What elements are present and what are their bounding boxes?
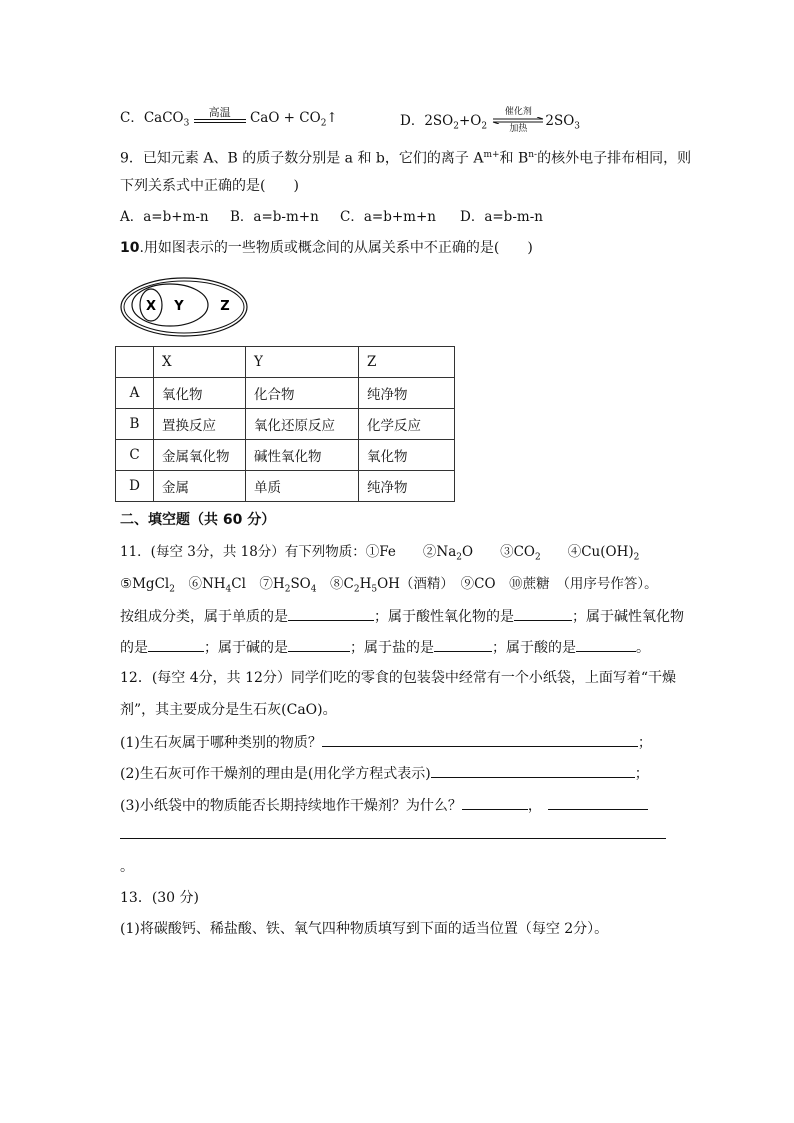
table-cell: Z [359,347,455,378]
subscript: 2 [534,552,541,563]
question-9-stem [120,145,691,169]
question-9-line2: 下列关系式中正确的是( ) [120,178,299,194]
table-cell: 氧化还原反应 [246,409,359,440]
subscript: 4 [310,584,317,595]
table-row [116,471,455,502]
q11-text: ④Cu(OH) [540,544,634,560]
q11-text: SO [290,576,311,592]
table-cell: 置换反应 [154,409,246,440]
option-a: A．a=b+m-n [120,209,209,225]
table-row [116,440,455,471]
option-c-products: CaO + CO [249,110,321,126]
subscript: 2 [353,584,360,595]
answer-blank-equation[interactable] [431,763,635,778]
option-c-reactant: C．CaCO [120,110,184,126]
q11-text: 的是 [120,640,148,656]
table-cell: X [154,347,246,378]
table-row [116,378,455,409]
answer-blank-acidic-oxide[interactable] [514,606,572,621]
subscript: 2 [453,121,459,132]
question-11-line1 [120,542,639,568]
section-title: 二、填空题（共 60 分） [120,512,276,528]
table-header-row [116,347,455,378]
catalyst-text: 催化剂 [504,107,532,117]
label-z: Z [220,299,230,314]
table-cell: 碱性氧化物 [246,440,359,471]
q11-text: ；属于盐的是 [350,640,434,656]
label-x: X [145,299,157,314]
q11-text: ；属于碱性氧化物 [572,609,684,625]
subscript: 2 [169,584,175,595]
question-12-part2 [120,763,649,784]
q11-text: ⑤MgCl [120,576,170,592]
q11-text: ⑥NH [174,576,226,592]
q11-text: 按组成分类，属于单质的是 [120,609,288,625]
q11-text: O ③CO [462,544,535,560]
q11-text: ；属于酸的是 [492,640,576,656]
table-cell: 单质 [246,471,359,502]
table-cell: B [116,409,154,440]
table-cell: 氧化物 [154,378,246,409]
question-8-options [120,105,338,134]
subscript: 5 [371,584,378,595]
question-12-part1 [120,732,652,753]
question-12-end: 。 [120,859,134,875]
question-12-line1: 12．(每空 4分，共 12分）同学们吃的零食的包装袋中经常有一个小纸袋，上面写着“干燥 [120,670,677,686]
option-b: B．a=b-m+n [230,209,319,225]
q12-text: (3)小纸袋中的物质能否长期持续地作干燥剂？为什么？ [120,798,462,814]
option-c: C．a=b+m+n [340,209,436,225]
q9-text: 9．已知元素 A、B 的质子数分别是 a 和 b，它们的离子 A [120,150,484,167]
equal-line [194,122,246,123]
reversible-arrow-icon [491,117,545,124]
q11-text: OH（酒精） ⑨CO ⑩蔗糖 （用序号作答）。 [377,576,658,592]
question-11-line3 [120,606,684,627]
subscript: 2 [284,584,291,595]
reversible-arrow [491,107,545,134]
q12-text: (2)生石灰可作干燥剂的理由是(用化学方程式表示) [120,766,431,782]
table-cell: 金属氧化物 [154,440,246,471]
subscript: 3 [574,121,581,132]
subscript: 2 [481,121,488,132]
table-cell: 氧化物 [359,440,455,471]
q9-text: 的核外电子排布相同，则 [537,150,692,167]
gas-arrow: ↑ [326,110,338,126]
option-d-product: 2SO [545,113,575,129]
option-d: D．a=b-m-n [460,209,543,225]
answer-blank-reason[interactable] [548,795,648,810]
answer-blank-yes-no[interactable] [462,795,528,810]
table-cell: Y [246,347,359,378]
question-12-line2: 剂”，其主要成分是生石灰(CaO)。 [120,702,337,718]
subscript: 2 [633,552,640,563]
table-cell: 化合物 [246,378,359,409]
condition-high-temp [194,107,246,123]
equal-line [194,119,246,120]
answer-blank-category[interactable] [322,732,638,747]
answer-blank-element[interactable] [288,606,374,621]
question-11-line2 [120,574,658,600]
q12-text: ； [637,735,652,751]
question-number: 10 [120,240,140,256]
table-cell: 纯净物 [359,471,455,502]
table-cell: D [116,471,154,502]
q11-text: 11．(每空 3分，共 18分）有下列物质：①Fe ②Na [120,544,457,560]
answer-blank-acid[interactable] [576,637,636,652]
subscript: 3 [183,118,190,129]
option-d-o2: +O [458,113,482,129]
table-row [116,409,455,440]
q11-text: H [359,576,372,592]
table-cell: A [116,378,154,409]
q12-text: (1)生石灰属于哪种类别的物质？ [120,735,322,751]
q9-text: 和 B [499,150,529,167]
question-13-title: 13．(30 分) [120,890,200,906]
superscript: n- [528,150,538,160]
heat-text: 加热 [509,124,528,134]
q11-text: ⑧C [316,576,354,592]
answer-blank-base[interactable] [288,637,350,652]
table-cell: 金属 [154,471,246,502]
table-cell: 纯净物 [359,378,455,409]
nested-set-diagram [118,276,252,340]
table-cell [116,347,154,378]
answer-blank-salt[interactable] [434,637,492,652]
question-11-line4 [120,637,650,658]
q10-table [115,346,455,502]
q11-text: ；属于酸性氧化物的是 [374,609,514,625]
table-cell: C [116,440,154,471]
q10-text: .用如图表示的一些物质或概念间的从属关系中不正确的是( ) [139,240,533,256]
q12-text: ； [634,766,649,782]
subscript: 2 [456,552,463,563]
label-y: Y [174,299,184,314]
set-y-ellipse [132,284,208,326]
subscript: 4 [225,584,232,595]
question-13-part1: (1)将碳酸钙、稀盐酸、铁、氧气四种物质填写到下面的适当位置（每空 2分）。 [120,921,609,937]
option-d-reactant: D．2SO [400,113,454,129]
answer-blank-reason-continued[interactable] [120,838,666,839]
q11-text: ；属于碱的是 [204,640,288,656]
condition-text: 高温 [208,105,231,119]
subscript: 2 [320,118,327,129]
option-c [120,105,338,129]
answer-blank-basic-oxide[interactable] [148,637,204,652]
question-10-stem [120,238,533,258]
option-d [400,108,580,137]
question-12-part3 [120,795,648,816]
q11-text: 。 [636,640,650,656]
superscript: m+ [483,150,500,160]
q11-text: Cl ⑦H [231,576,285,592]
q12-text: ， [527,798,542,814]
table-cell: 化学反应 [359,409,455,440]
